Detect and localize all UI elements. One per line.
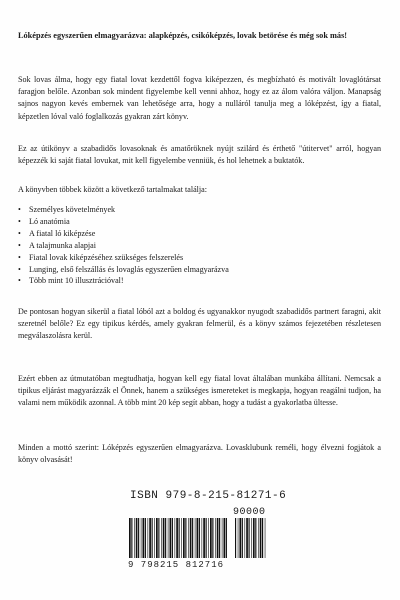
barcode-bar (217, 518, 219, 558)
barcode-bar (149, 518, 151, 558)
list-item: • Fiatal lovak kiképzéséhez szükséges felszerelés (18, 252, 358, 264)
list-item: • Lunging, első felszállás és lovaglás egyszerűen elmagyarázva (18, 264, 358, 276)
barcode-bar (253, 518, 255, 558)
barcode-bar (199, 518, 200, 558)
barcode-bar (158, 518, 159, 558)
intro-paragraph: Sok lovas álma, hogy egy fiatal lovat kezdettől fogva kiképezzen, és megbízható és motivált lovaglótársat faragjon belőle. Azonban sok mindent figyelembe kell venni ahhoz, hogy ez az álom valóra váljon. Manapság sajnos nagyon kevés embernek van lehetősége arra, hogy a nulláról tanulja meg a lóképzést, így a fiatal, képzetlen lóval való foglalkozás gyakran zárt könyv. (18, 75, 381, 121)
barcode-bar (129, 518, 131, 558)
list-item: • Ló anatómia (18, 216, 358, 228)
barcode-bar (175, 518, 176, 558)
barcode-bar (176, 518, 178, 558)
barcode-bar (251, 518, 252, 558)
isbn-barcode (128, 490, 287, 580)
barcode-bar (239, 518, 241, 558)
barcode-bar (238, 518, 239, 558)
barcode-bar (212, 518, 213, 558)
isbn-label: ISBN 979-8-215-81271-6 (130, 490, 287, 502)
barcode-bar (161, 518, 162, 558)
barcode-bar (190, 518, 192, 558)
barcode-bar (210, 518, 212, 558)
guide-paragraph: Ez az útikönyv a szabadidős lovasoknak és amatőröknek nyújt szilárd és érthető "útitervet" arról, hogyan képezzék ki saját fiatal lovukat, mit kell figyelembe venniük, és hol lehetnek a buktatók. (18, 144, 381, 166)
barcode-digits: 9 798215 812716 (128, 560, 225, 570)
contents-intro: A könyvben többek között a következő tartalmakat találja: (18, 185, 208, 194)
barcode-bar (163, 518, 165, 558)
list-item: • Személyes követelmények (18, 204, 358, 216)
barcode-bar (203, 518, 205, 558)
closing-paragraph: Minden a mottó szerint: Lóképzés egyszerűen elmagyarázva. Lovasklubunk reméli, hogy élvezni fogjátok a könyv olvasását! (18, 443, 381, 465)
barcode-bar (168, 518, 169, 558)
barcode-bar (152, 518, 153, 558)
barcode-bar (206, 518, 207, 558)
barcode-bar (181, 518, 182, 558)
barcode-bar (172, 518, 173, 558)
barcode-bar (249, 518, 250, 558)
cover-title: Lóképzés egyszerűen elmagyarázva: alapképzés, csikóképzés, lovak betörése és még sok más! (18, 31, 348, 40)
contents-list (18, 204, 358, 287)
barcode-bar (131, 518, 132, 558)
barcode-bar (242, 518, 243, 558)
barcode-bar (208, 518, 209, 558)
barcode-bar (245, 518, 246, 558)
barcode-bar (202, 518, 203, 558)
barcode-bar (134, 518, 135, 558)
barcode-bar (156, 518, 158, 558)
barcode-bar (141, 518, 142, 558)
barcode-bar (260, 518, 262, 558)
barcode-bar (262, 518, 263, 558)
barcode-bar (265, 518, 266, 558)
barcode-bar (179, 518, 180, 558)
barcode-bar (258, 518, 259, 558)
list-item: • Több mint 10 illusztrációval! (18, 275, 358, 287)
barcode-bar (154, 518, 155, 558)
barcode-bar (195, 518, 196, 558)
barcode-bar (185, 518, 186, 558)
barcode-bar (222, 518, 223, 558)
list-item: • A fiatal ló kiképzése (18, 228, 358, 240)
barcode-bar (148, 518, 149, 558)
barcode-bar (255, 518, 256, 558)
list-item: • A talajmunka alapjai (18, 240, 358, 252)
barcode-bar (183, 518, 185, 558)
barcode-bar (224, 518, 226, 558)
barcode-bar (219, 518, 220, 558)
barcode-bar (136, 518, 138, 558)
barcode-bar (235, 518, 236, 558)
barcode-bar (246, 518, 248, 558)
barcode-bar (215, 518, 216, 558)
barcode-bar (145, 518, 146, 558)
barcode-bar (138, 518, 139, 558)
method-paragraph: Ezért ebben az útmutatóban megtudhatja, hogyan kell egy fiatal lovat általában munkába állítani. Nemcsak a tipikus eljárást magyarázzák el Önnek, hanem a szükséges ismereteket is megkapja, hogyan reagálni tudjon, ha valami nem működik azonnal. A több mint 20 kép segít abban, hogy a tudást a gyakorlatba ültesse. (18, 374, 381, 408)
barcode-bar (226, 518, 227, 558)
barcode-bar (170, 518, 172, 558)
barcode-bar (188, 518, 189, 558)
price-code: 90000 (233, 507, 266, 518)
barcode-bar (192, 518, 193, 558)
barcode-addon-bars (234, 518, 266, 560)
question-paragraph: De pontosan hogyan sikerül a fiatal lóból azt a boldog és ugyanakkor nyugodt szabadidős partnert faragni, akit szeretnél belőle? Ez egy tipikus kérdés, amely gyakran felmerül, és a könyv számos fejezetében részletesen megválaszolásra kerül. (18, 307, 381, 341)
barcode-bars (128, 518, 228, 560)
barcode-bar (165, 518, 166, 558)
barcode-bar (197, 518, 199, 558)
barcode-bar (143, 518, 145, 558)
